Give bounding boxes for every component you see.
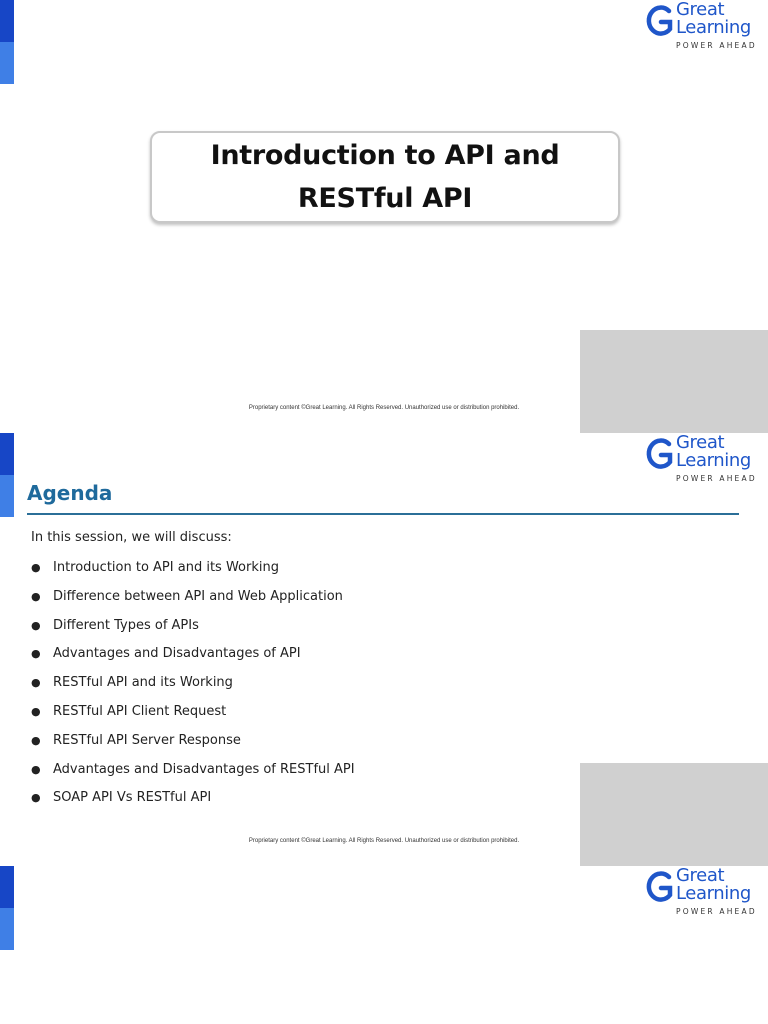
agenda-item: ● Different Types of APIs	[31, 617, 199, 633]
agenda-list	[31, 559, 355, 818]
agenda-item: ● RESTful API Server Response	[31, 732, 241, 748]
brand-name: Great Learning	[676, 866, 751, 904]
accent-bar-dark	[0, 0, 14, 42]
brand-name: Great Learning	[676, 0, 751, 38]
bullet-icon: ●	[31, 791, 41, 805]
brand-tagline: POWER AHEAD	[676, 41, 757, 50]
bullet-icon: ●	[31, 733, 41, 747]
bullet-icon: ●	[31, 561, 41, 574]
great-learning-logo	[646, 0, 766, 55]
great-learning-logo	[646, 866, 766, 921]
bullet-icon: ●	[31, 589, 41, 603]
accent-bar-light	[0, 908, 14, 950]
accent-bar-dark	[0, 866, 14, 908]
agenda-heading: Agenda	[27, 481, 113, 505]
great-learning-g-icon	[646, 5, 676, 39]
agenda-item: ● RESTful API and its Working	[31, 675, 233, 691]
brand-name: Great Learning	[676, 433, 751, 471]
slide-title	[0, 0, 768, 433]
agenda-item: ● RESTful API Client Request	[31, 703, 227, 719]
bullet-icon: ●	[31, 704, 41, 718]
bullet-icon: ●	[31, 676, 41, 690]
heading-divider	[27, 513, 739, 515]
agenda-item: ● Introduction to API and its Working	[31, 560, 279, 575]
bullet-icon: ●	[31, 618, 41, 632]
slide-partial	[0, 866, 768, 1024]
brand-tagline: POWER AHEAD	[676, 907, 757, 916]
footer-copyright: Proprietary content ©Great Learning. All Rights Reserved. Unauthorized use or distribution prohibited.	[248, 405, 520, 411]
accent-bar-light	[0, 42, 14, 84]
bullet-icon: ●	[31, 762, 41, 776]
gray-placeholder-box	[580, 763, 768, 866]
great-learning-g-icon	[646, 438, 676, 472]
gray-placeholder-box	[580, 330, 768, 433]
bullet-icon: ●	[31, 647, 41, 661]
accent-bar-dark	[0, 433, 14, 475]
footer-copyright: Proprietary content ©Great Learning. All Rights Reserved. Unauthorized use or distribution prohibited.	[248, 838, 520, 844]
agenda-item: ● SOAP API Vs RESTful API	[31, 790, 212, 806]
agenda-intro: In this session, we will discuss:	[31, 530, 232, 545]
accent-bar-light	[0, 475, 14, 517]
slide-agenda	[0, 433, 768, 866]
slide-title-text: Introduction to API and RESTful API	[210, 140, 560, 214]
great-learning-logo	[646, 433, 766, 488]
great-learning-g-icon	[646, 871, 676, 905]
title-box	[150, 131, 620, 223]
agenda-item: ● Difference between API and Web Application	[31, 588, 343, 604]
agenda-item: ● Advantages and Disadvantages of RESTful API	[31, 761, 355, 777]
agenda-item: ● Advantages and Disadvantages of API	[31, 646, 301, 662]
brand-tagline: POWER AHEAD	[676, 474, 757, 483]
